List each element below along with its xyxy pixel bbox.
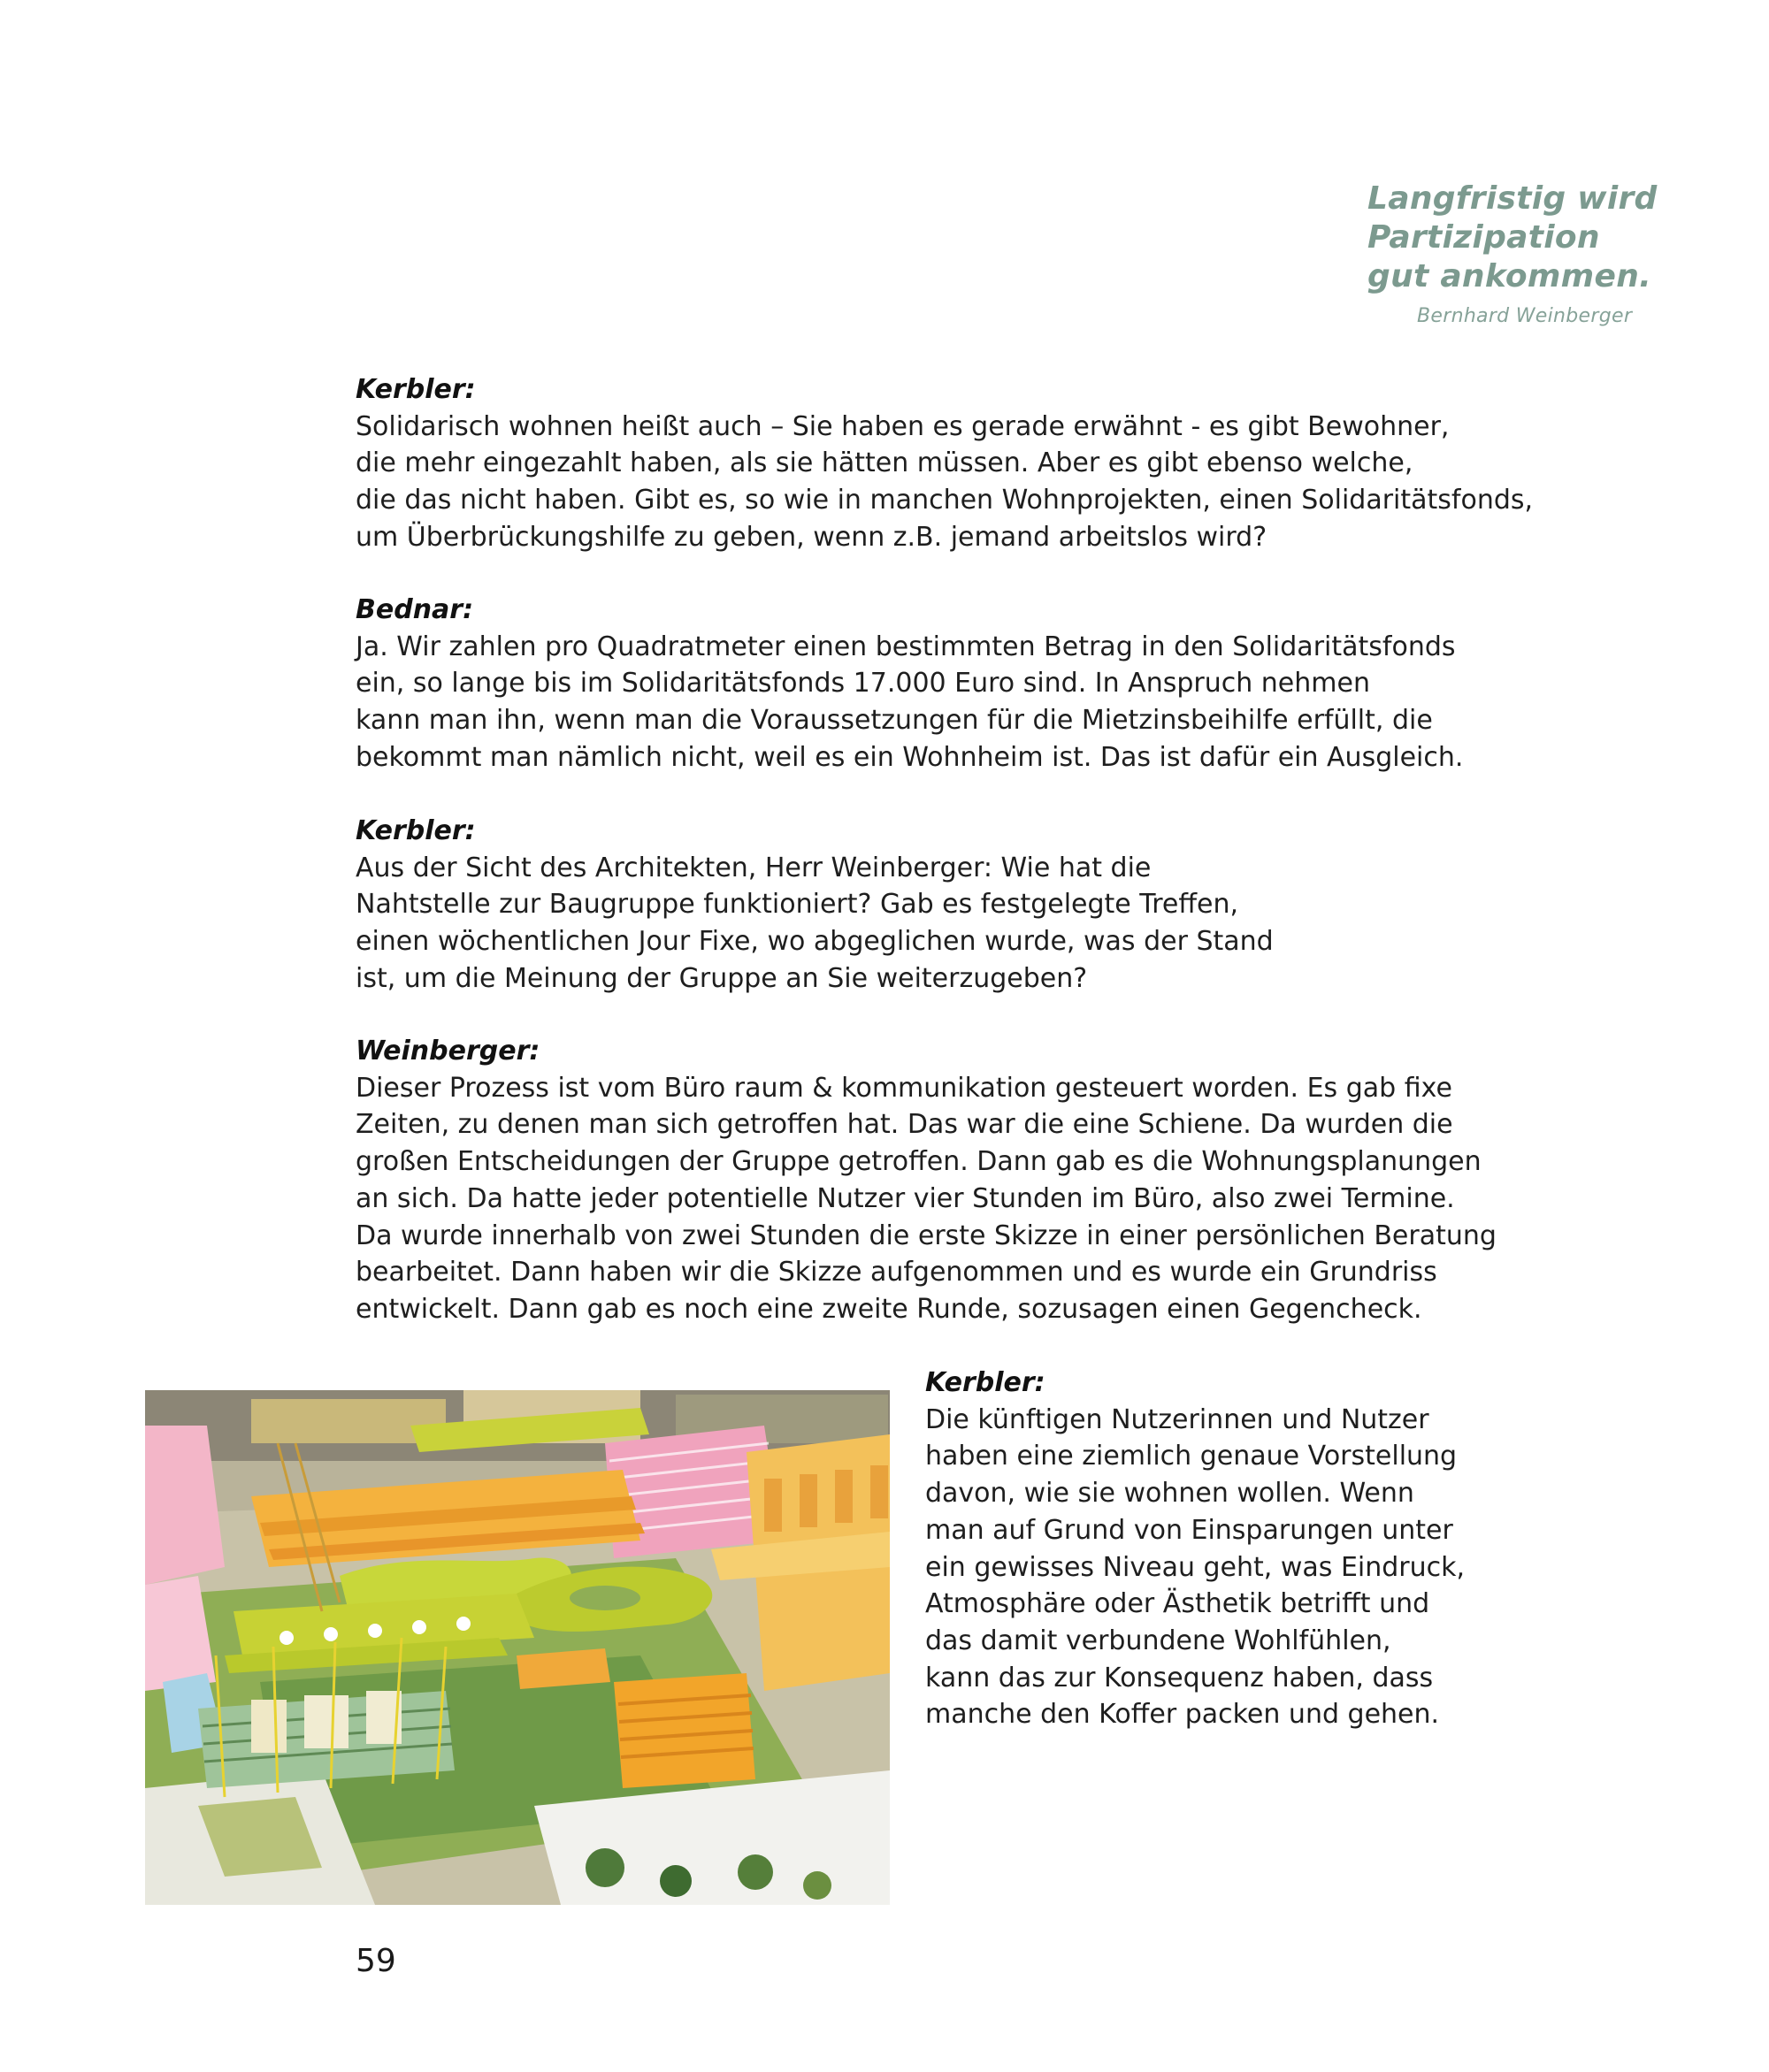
pull-quote-line: Langfristig wird — [1367, 180, 1658, 217]
pull-quote — [1367, 180, 1721, 327]
speaker-label: Kerbler: — [356, 374, 476, 405]
text-line: an sich. Da hatte jeder potentielle Nutzer vier Stunden im Büro, also zwei Termine. — [356, 1182, 1455, 1214]
text-line: Solidarisch wohnen heißt auch – Sie haben es gerade erwähnt - es gibt Bewohner, — [356, 410, 1450, 442]
pull-quote-line: Partizipation — [1367, 219, 1600, 256]
text-line: davon, wie sie wohnen wollen. Wenn — [925, 1478, 1414, 1510]
text-line: ein gewisses Niveau geht, was Eindruck, — [925, 1551, 1466, 1583]
interview-block-bednar — [356, 592, 1463, 776]
text-line: Atmosphäre oder Ästhetik betrifft und — [925, 1588, 1430, 1620]
text-line: man auf Grund von Einsparungen unter — [925, 1514, 1453, 1546]
text-line: bekommt man nämlich nicht, weil es ein Wohnheim ist. Das ist dafür ein Ausgleich. — [356, 741, 1464, 773]
text-line: die das nicht haben. Gibt es, so wie in manchen Wohnprojekten, einen Solidaritätsfonds, — [356, 485, 1534, 516]
interview-block-kerbler-2 — [356, 813, 1274, 998]
text-line: entwickelt. Dann gab es noch eine zweite Runde, sozusagen einen Gegencheck. — [356, 1293, 1422, 1325]
speaker-label: Kerbler: — [356, 815, 476, 846]
text-line: das damit verbundene Wohlfühlen, — [925, 1625, 1391, 1656]
architecture-model-photo — [145, 1390, 890, 1905]
text-line: haben eine ziemlich genaue Vorstellung — [925, 1441, 1458, 1472]
pull-quote-line: gut ankommen. — [1367, 258, 1652, 294]
text-line: Dieser Prozess ist vom Büro raum & kommunikation gesteuert worden. Es gab fixe — [356, 1072, 1452, 1104]
text-line: ein, so lange bis im Solidaritätsfonds 17.000 Euro sind. In Anspruch nehmen — [356, 668, 1370, 700]
text-line: Aus der Sicht des Architekten, Herr Weinberger: Wie hat die — [356, 852, 1152, 883]
text-line: Nahtstelle zur Baugruppe funktioniert? Gab es festgelegte Treffen, — [356, 889, 1239, 921]
text-line: einen wöchentlichen Jour Fixe, wo abgeglichen wurde, was der Stand — [356, 926, 1274, 958]
text-line: Die künftigen Nutzerinnen und Nutzer — [925, 1403, 1429, 1435]
interview-block-kerbler-3 — [925, 1365, 1465, 1733]
text-line: großen Entscheidungen der Gruppe getroffen. Dann gab es die Wohnungsplanungen — [356, 1146, 1482, 1178]
text-line: bearbeitet. Dann haben wir die Skizze aufgenommen und es wurde ein Grundriss — [356, 1257, 1437, 1288]
speaker-label: Bednar: — [356, 594, 474, 625]
page-number: 59 — [356, 1943, 396, 1979]
interview-block-weinberger — [356, 1033, 1497, 1328]
text-line: um Überbrückungshilfe zu geben, wenn z.B. jemand arbeitslos wird? — [356, 521, 1267, 553]
text-line: kann man ihn, wenn man die Voraussetzungen für die Mietzinsbeihilfe erfüllt, die — [356, 705, 1433, 737]
text-line: die mehr eingezahlt haben, als sie hätten müssen. Aber es gibt ebenso welche, — [356, 447, 1413, 479]
text-line: manche den Koffer packen und gehen. — [925, 1699, 1440, 1731]
interview-block-kerbler-1 — [356, 371, 1533, 556]
text-line: ist, um die Meinung der Gruppe an Sie weiterzugeben? — [356, 962, 1088, 994]
text-line: Da wurde innerhalb von zwei Stunden die erste Skizze in einer persönlichen Beratung — [356, 1219, 1497, 1251]
text-line: Ja. Wir zahlen pro Quadratmeter einen bestimmten Betrag in den Solidaritätsfonds — [356, 631, 1456, 662]
text-line: kann das zur Konsequenz haben, dass — [925, 1662, 1434, 1694]
speaker-label: Weinberger: — [356, 1036, 540, 1067]
text-line: Zeiten, zu denen man sich getroffen hat. Das war die eine Schiene. Da wurden die — [356, 1109, 1453, 1141]
pull-quote-author: Bernhard Weinberger — [1417, 305, 1633, 327]
speaker-label: Kerbler: — [925, 1367, 1045, 1398]
